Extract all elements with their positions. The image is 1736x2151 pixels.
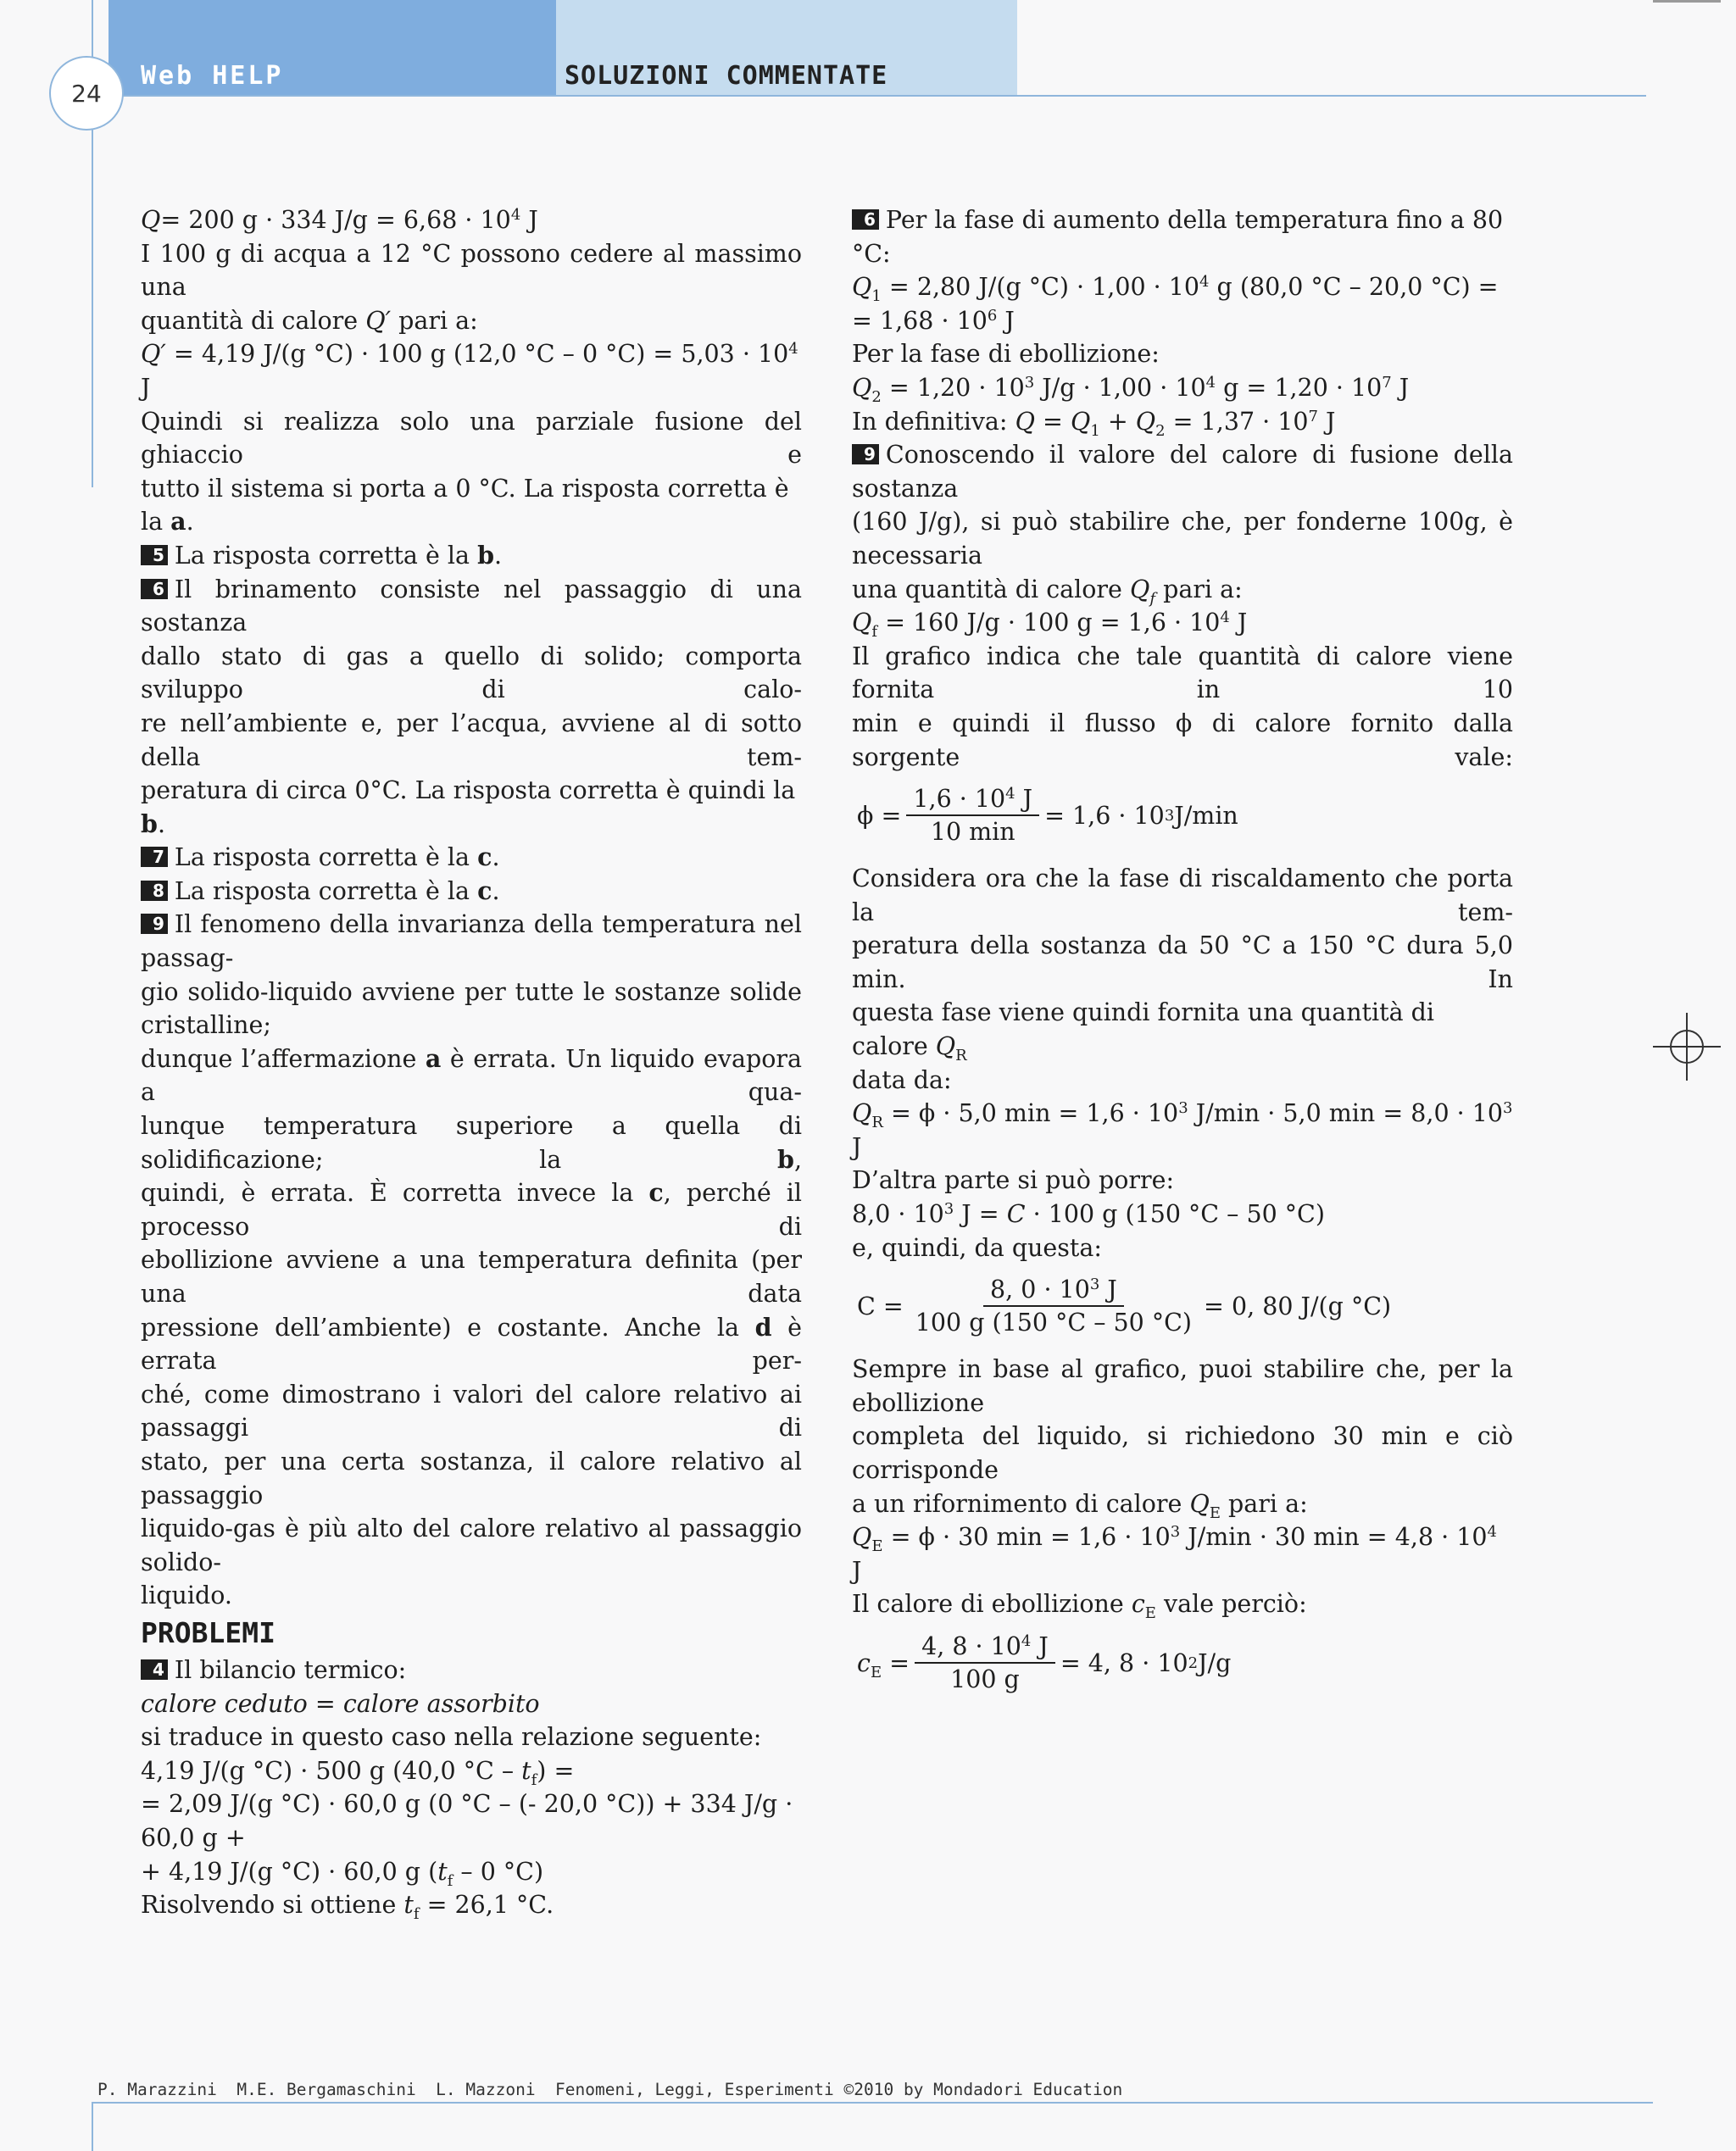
equation-line: + 4,19 J/(g °C) · 60,0 g ($t_f - 0$ °C): [141, 1857, 544, 1890]
text-line: D’altra parte si può porre:: [852, 1166, 1175, 1195]
fraction: $\frac{1,6 \cdot 10^4 J}{10 \min}$: [906, 784, 1039, 848]
equation-heat-capacity: C = $\frac{8, 0 \cdot 10^3 J}{100 g (150 ^\circ C - 50 ^\circ C)}$ = 0, 80 J/(g °C): [857, 1275, 1513, 1339]
equation-line: $Q_R = \phi \cdot 5,0$ $\min = 1,6 \cdot 10^3$ J/min · 5,0 $\min = 8,0 \cdot 10^3$ J: [852, 1099, 1513, 1161]
item-number: 8: [141, 881, 168, 901]
text-line: ché, come dimostrano i valori del calore relativo ai passaggi di: [141, 1380, 802, 1442]
crop-mark-top: [1653, 0, 1721, 3]
equation-flux: ϕ = $\frac{1,6 \cdot 10^4 J}{10 \min}$ = 1,6 · 10 3 J/min: [857, 784, 1513, 848]
equation-line: $Q_E = \phi \cdot 30$ $\min = 1,6 \cdot 10^3$ J/min · 30 $\min = 4,8 \cdot 10^4$ J: [852, 1523, 1497, 1585]
text-line: Q= 200 g · 334 $J/g = 6,68 \cdot 10^4$ J: [141, 206, 538, 234]
text-line: dallo stato di gas a quello di solido; comporta sviluppo di calo-: [141, 642, 802, 704]
item-number: 9: [852, 444, 879, 464]
text-line: tutto il sistema si porta a 0 °C. La risposta corretta è la a.: [141, 474, 789, 536]
text-line: Sempre in base al grafico, puoi stabilire che, per la ebollizione: [852, 1355, 1513, 1417]
text-line: si traduce in questo caso nella relazione seguente:: [141, 1723, 762, 1752]
section-title: SOLUZIONI COMMENTATE: [565, 61, 888, 91]
item-number: 5: [141, 545, 168, 565]
item-number: 4: [141, 1659, 168, 1680]
text-line: quantità di calore Q′ pari a:: [141, 306, 478, 335]
margin-rule-bottom: [92, 2102, 93, 2151]
text-line: peratura di circa 0°C. La risposta corretta è quindi la b.: [141, 776, 796, 838]
text-line: a un rifornimento di calore $Q_E$ pari a:: [852, 1489, 1308, 1522]
problem-item: 4 Il bilancio termico:: [141, 1654, 802, 1687]
text-line: gio solido-liquido avviene per tutte le sostanze solide cristalline;: [141, 977, 802, 1040]
text-line: Risolvendo si ottiene $t_f = 26,1$ °C.: [141, 1891, 554, 1924]
text-line: quindi, è errata. È corretta invece la c, perché il processo di: [141, 1178, 803, 1241]
web-help-label: Web HELP: [141, 61, 284, 91]
answer-item: 7 La risposta corretta è la c.: [141, 841, 802, 875]
text-line: Per la fase di ebollizione:: [852, 340, 1160, 369]
equation-line: In definitiva: $Q = Q_1 + Q_2 = 1,37 \cdot 10^7$ J: [852, 407, 1336, 440]
text-line: peratura della sostanza da 50 °C a 150 °C dura 5,0 min. In: [852, 931, 1513, 993]
equation-line: = $1,68 \cdot 10^6$ J: [852, 306, 1015, 335]
header-rule: [92, 95, 1646, 97]
text-line: (160 J/g), si può stabilire che, per fonderne 100g, è necessaria: [852, 508, 1513, 570]
text-line: Quindi si realizza solo una parziale fusione del ghiaccio e: [141, 407, 802, 470]
text-line: una quantità di calore $Q_f$ pari a:: [852, 575, 1243, 608]
text-line: liquido.: [141, 1581, 232, 1610]
text-line: min e quindi il flusso ϕ di calore fornito dalla sorgente vale:: [852, 709, 1513, 771]
text-line: re nell’ambiente e, per l’acqua, avviene al di sotto della tem-: [141, 709, 802, 771]
page-number: 24: [71, 80, 102, 108]
footer-rule: [92, 2102, 1653, 2104]
right-column: [852, 203, 1513, 1709]
text-line: ebollizione avviene a una temperatura definita (per una data: [141, 1246, 802, 1308]
problems-heading: PROBLEMI: [141, 1615, 275, 1649]
text-line: dunque l’affermazione a è errata. Un liquido evapora a qua-: [141, 1043, 803, 1107]
text-line: calore ceduto = calore assorbito: [141, 1689, 540, 1718]
answer-item: 5 La risposta corretta è la b.: [141, 539, 802, 573]
text-line: Il grafico indica che tale quantità di calore viene fornita in 10: [852, 642, 1513, 704]
left-column: [141, 203, 802, 1922]
equation-line: 4,19 J/(g °C) · 500 g (40,0 $^\circ C - t_f$) =: [141, 1756, 575, 1789]
answer-item: 9 Il fenomeno della invarianza della temperatura nel passag-: [141, 910, 802, 973]
item-number: 7: [141, 847, 168, 867]
problem-item: 9 Conoscendo il valore del calore di fusione della sostanza: [852, 441, 1513, 503]
text-line: data da:: [852, 1065, 952, 1094]
text-line: questa fase viene quindi fornita una quantità di calore $Q_R$: [852, 998, 1434, 1065]
answer-item: 6 Il brinamento consiste nel passaggio di una sostanza: [141, 575, 802, 637]
text-line: stato, per una certa sostanza, il calore relativo al passaggio: [141, 1447, 802, 1509]
text-line: e, quindi, da questa:: [852, 1233, 1102, 1262]
item-number: 9: [141, 914, 168, 934]
footer-credits: P. Marazzini M.E. Bergamaschini L. Mazzoni Fenomeni, Leggi, Esperimenti ©2010 by Mondadori Education: [97, 2080, 1123, 2099]
answer-item: 8 La risposta corretta è la c.: [141, 875, 802, 909]
text-line: Il calore di ebollizione $c_E$ vale perciò:: [852, 1590, 1307, 1623]
equation-boiling-heat: $c_E$ = $\frac{4, 8 \cdot 10^4 J}{100 g}$ = 4, 8 · 10 2 J/g: [857, 1631, 1513, 1696]
registration-mark-icon: [1653, 1013, 1721, 1081]
text-line: I 100 g di acqua a 12 °C possono cedere al massimo una: [141, 239, 802, 302]
text-line: Considera ora che la fase di riscaldamento che porta la tem-: [852, 864, 1513, 926]
item-number: 6: [141, 579, 168, 599]
equation-line: $8,0 \cdot 10^3$ J = C · 100 g (150 °C – 50 °C): [852, 1200, 1325, 1229]
equation-line: $Q_1 = 2,80$ J/(g $^\circ C) \cdot 1,00 \cdot 10^4$ g (80,0 °C – 20,0 °C) =: [852, 273, 1499, 306]
equation-line: $Q_2 = 1,20 \cdot 10^3$ $J/g \cdot 1,00 \cdot 10^4$ $g = 1,20 \cdot 10^7$ J: [852, 373, 1410, 406]
text-line: completa del liquido, si richiedono 30 min e ciò corrisponde: [852, 1422, 1513, 1484]
text-line: liquido-gas è più alto del calore relativo al passaggio solido-: [141, 1515, 802, 1576]
text-line: lunque temperatura superiore a quella di solidificazione; la b,: [141, 1112, 802, 1174]
equation-line: = 2,09 J/(g °C) · 60,0 g (0 °C – (- 20,0 °C)) + 334 J/g · 60,0 g +: [141, 1790, 793, 1852]
text-line: pressione dell’ambiente) e costante. Anche la d è errata per-: [141, 1312, 802, 1376]
text-line: Q′ = 4,19 J/(g °C) · 100 g (12,0 °C – 0 $^\circ C) = 5,03 \cdot 10^4$ J: [141, 340, 798, 402]
fraction: $\frac{4, 8 \cdot 10^4 J}{100 g}$: [915, 1631, 1055, 1696]
problem-item: 6 Per la fase di aumento della temperatura fino a 80 °C:: [852, 206, 1504, 268]
item-number: 6: [852, 209, 879, 230]
equation-line: $Q_f = 160$ J/g · 100 $g = 1,6 \cdot 10^4$ J: [852, 609, 1248, 642]
fraction: $\frac{8, 0 \cdot 10^3 J}{100 g (150 ^\circ C - 50 ^\circ C)}$: [915, 1276, 1193, 1337]
